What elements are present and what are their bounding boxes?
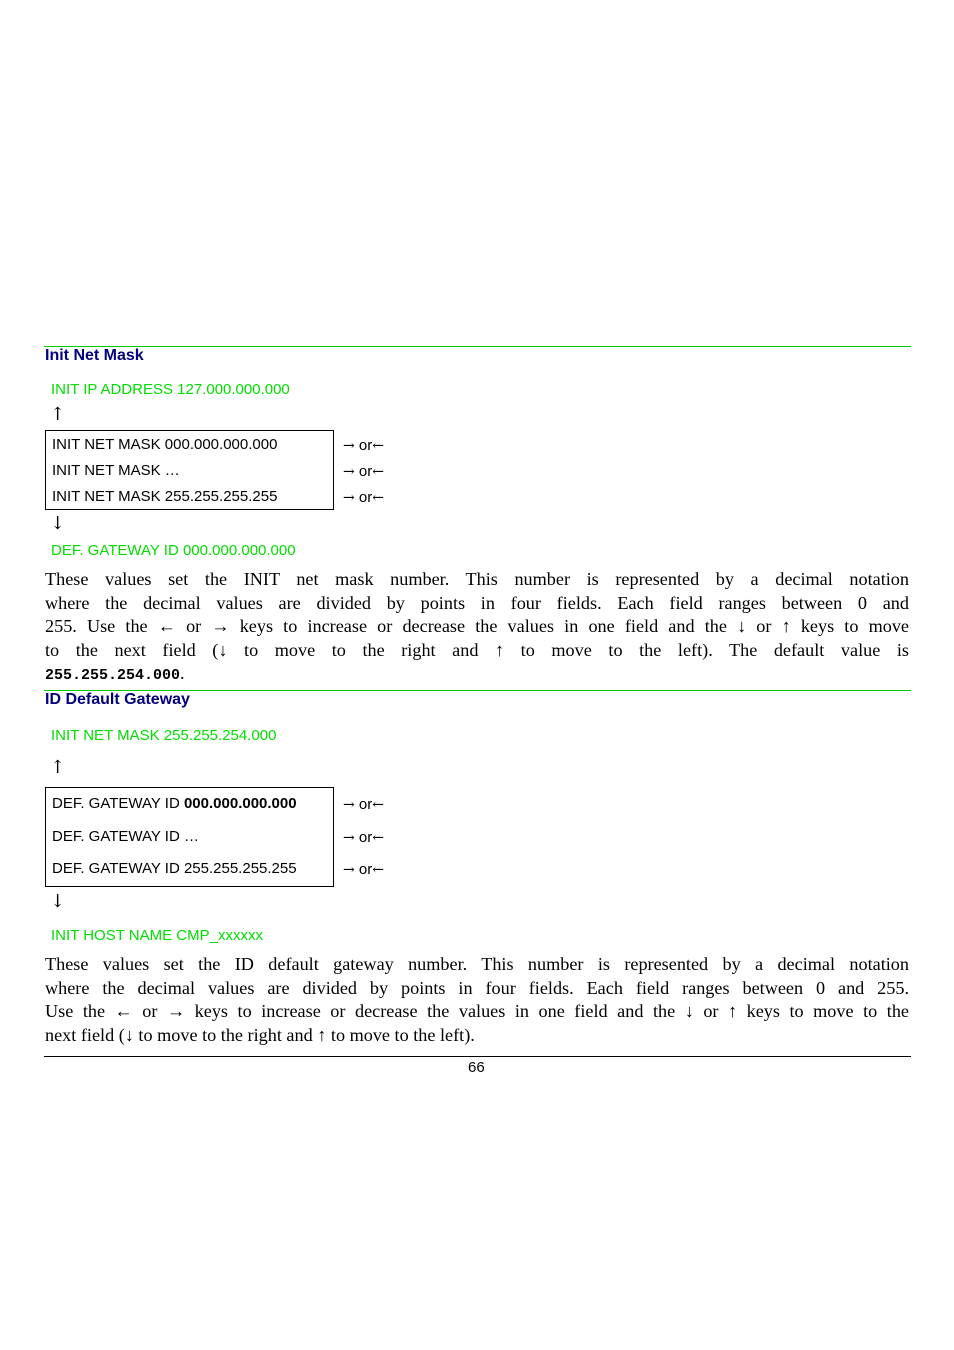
arrow-keys-hint <box>343 829 384 846</box>
default-suffix: . <box>180 663 185 683</box>
up-arrow-icon: ↑ <box>50 757 66 778</box>
down-arrow-icon: ↓ <box>50 891 66 912</box>
next-menu-item: INIT HOST NAME CMP_xxxxxx <box>51 927 263 944</box>
or-label: or <box>358 463 373 480</box>
menu-option-value: 000.000.000.000 <box>183 795 297 812</box>
menu-option <box>52 795 297 812</box>
left-arrow-icon: ← <box>372 862 384 878</box>
previous-menu-item: INIT IP ADDRESS 127.000.000.000 <box>51 381 290 398</box>
default-value: 255.255.254.000 <box>45 667 181 684</box>
menu-option-prefix: DEF. GATEWAY ID <box>52 795 184 812</box>
previous-menu-item: INIT NET MASK 255.255.254.000 <box>51 727 277 744</box>
paragraph-line <box>45 662 909 688</box>
description-paragraph <box>45 953 909 1047</box>
or-label: or <box>358 829 373 846</box>
section-heading-init-net-mask: Init Net Mask <box>45 347 144 364</box>
menu-option: INIT NET MASK 000.000.000.000 <box>52 436 278 453</box>
menu-option: DEF. GATEWAY ID 255.255.255.255 <box>52 860 297 877</box>
menu-option: INIT NET MASK … <box>52 462 180 479</box>
right-arrow-icon: → <box>343 862 355 878</box>
arrow-keys-hint <box>343 437 384 454</box>
paragraph-line: next field (↓ to move to the right and ↑ to move to the left). <box>45 1024 475 1045</box>
paragraph-line: Use the ← or → keys to increase or decrease the values in one field and the ↓ or ↑ keys to move to the <box>45 1001 909 1021</box>
left-arrow-icon: ← <box>372 490 384 506</box>
page-number: 66 <box>468 1059 485 1076</box>
arrow-keys-hint <box>343 861 384 878</box>
section-divider <box>44 346 911 347</box>
up-arrow-icon: ↑ <box>50 404 66 425</box>
right-arrow-icon: → <box>343 438 355 454</box>
footer-divider <box>44 1056 911 1057</box>
next-menu-item: DEF. GATEWAY ID 000.000.000.000 <box>51 542 296 559</box>
menu-option: INIT NET MASK 255.255.255.255 <box>52 488 278 505</box>
right-arrow-icon: → <box>343 830 355 846</box>
paragraph-line: to the next field (↓ to move to the right and ↑ to move to the left). The default value is <box>45 639 909 660</box>
arrow-keys-hint <box>343 489 384 506</box>
right-arrow-icon: → <box>343 490 355 506</box>
right-arrow-icon: → <box>343 797 355 813</box>
or-label: or <box>358 489 373 506</box>
left-arrow-icon: ← <box>372 830 384 846</box>
menu-options-box <box>45 787 334 887</box>
arrow-keys-hint <box>343 796 384 813</box>
paragraph-line: These values set the INIT net mask number. This number is represented by a decimal notation <box>45 569 909 589</box>
or-label: or <box>358 437 373 454</box>
arrow-keys-hint <box>343 463 384 480</box>
paragraph-line: where the decimal values are divided by points in four fields. Each field ranges between 0 and 255. <box>45 977 909 998</box>
menu-option: DEF. GATEWAY ID … <box>52 828 199 845</box>
left-arrow-icon: ← <box>372 438 384 454</box>
section-heading-id-default-gateway: ID Default Gateway <box>45 691 190 708</box>
or-label: or <box>358 861 373 878</box>
left-arrow-icon: ← <box>372 797 384 813</box>
paragraph-line: These values set the ID default gateway number. This number is represented by a decimal notation <box>45 954 909 974</box>
description-paragraph <box>45 568 909 688</box>
paragraph-line: where the decimal values are divided by points in four fields. Each field ranges between 0 and <box>45 592 909 613</box>
or-label: or <box>358 796 373 813</box>
menu-options-box <box>45 430 334 510</box>
left-arrow-icon: ← <box>372 464 384 480</box>
right-arrow-icon: → <box>343 464 355 480</box>
down-arrow-icon: ↓ <box>50 513 66 534</box>
paragraph-line: 255. Use the ← or → keys to increase or decrease the values in one field and the ↓ or ↑ keys to move <box>45 616 909 636</box>
